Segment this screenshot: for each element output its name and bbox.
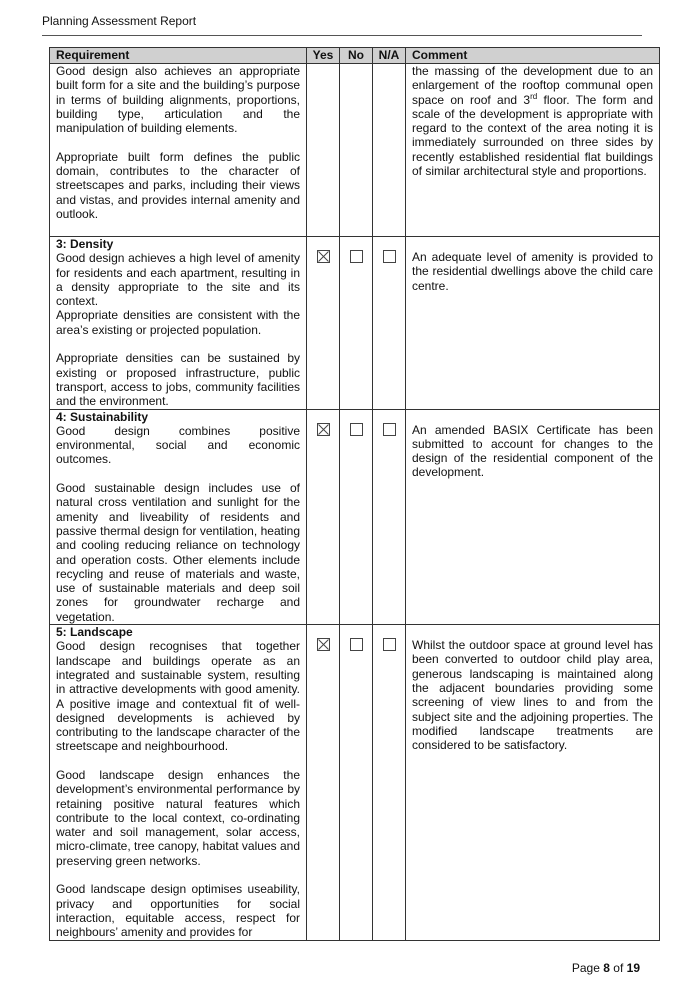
comment-text: the massing of the development due to an enlargement of the rooftop communal open space on roof and 3rd floor. The form and scale of the development is appropriate with regard to the context of the area noting it is immediately surrounded on three sides by recently established residential flat buildings of similar architectural style and proportions. (412, 64, 653, 179)
yes-cell (307, 409, 340, 624)
comment-text: An adequate level of amenity is provided to the residential dwellings above the child care centre. (412, 250, 653, 293)
na-cell (373, 237, 406, 410)
table-row (50, 64, 660, 237)
na-cell (373, 409, 406, 624)
no-cell (340, 237, 373, 410)
report-title: Planning Assessment Report (42, 14, 197, 28)
col-header-requirement: Requirement (50, 48, 307, 64)
na-checkbox[interactable] (383, 423, 396, 436)
requirement-paragraph: Good landscape design optimises useability, privacy and opportunities for social interaction, equitable access, respect for neighbours’ amenity and provides for (56, 882, 300, 940)
table-row (50, 409, 660, 624)
cross-icon (318, 424, 329, 435)
no-checkbox[interactable] (350, 423, 363, 436)
na-checkbox[interactable] (383, 250, 396, 263)
yes-checkbox-checked[interactable] (317, 250, 330, 263)
section-heading: 3: Density (56, 237, 114, 251)
page-number: Page 8 of 19 (571, 961, 640, 975)
requirement-paragraph: Good design recognises that together landscape and buildings operate as an integrated and sustainable system, resulting in attractive developments with good amenity. A positive image and contextual fit of well-designed developments is achieved by contributing to the landscape character of the streetscape and neighbourhood. (56, 639, 300, 754)
comment-cell (406, 625, 660, 941)
no-cell (340, 625, 373, 941)
na-cell (373, 625, 406, 941)
col-header-comment: Comment (406, 48, 660, 64)
table-row (50, 625, 660, 941)
requirement-cell (50, 64, 307, 237)
col-header-no: No (340, 48, 373, 64)
yes-cell (307, 237, 340, 410)
requirement-paragraph: Good design achieves a high level of amenity for residents and each apartment, resulting in a density appropriate to the site and its context. (56, 251, 300, 309)
yes-cell (307, 64, 340, 237)
comment-cell (406, 237, 660, 410)
comment-text: Whilst the outdoor space at ground level has been converted to outdoor child play area, generous landscaping is maintained along the adjacent boundaries providing some screening of view lines to and from the subject site and the adjoining properties. The modified landscape treatments are considered to be satisfactory. (412, 638, 653, 753)
no-cell (340, 409, 373, 624)
requirement-cell (50, 237, 307, 410)
no-checkbox[interactable] (350, 250, 363, 263)
requirement-cell (50, 625, 307, 941)
no-checkbox[interactable] (350, 638, 363, 651)
table-header-row (50, 48, 660, 64)
requirement-paragraph: Appropriate built form defines the public domain, contributes to the character of streetscapes and parks, including their views and vistas, and provides internal amenity and outlook. (56, 149, 300, 221)
comment-text: An amended BASIX Certificate has been submitted to account for changes to the design of the residential component of the development. (412, 422, 653, 480)
cross-icon (318, 251, 329, 262)
yes-checkbox-checked[interactable] (317, 638, 330, 651)
assessment-table (49, 47, 660, 941)
cross-icon (318, 639, 329, 650)
requirement-paragraph: Good design also achieves an appropriate built form for a site and the building’s purpose in terms of building alignments, proportions, building type, articulation and the manipulation of building elements. (56, 64, 300, 136)
requirement-paragraph: Good design combines positive environmental, social and economic outcomes. (56, 423, 300, 467)
requirement-paragraph: Good sustainable design includes use of natural cross ventilation and sunlight for the amenity and liveability of residents and passive thermal design for ventilation, heating and cooling reducing reliance on technology and operation costs. Other elements include recycling and reuse of materials and waste, use of sustainable materials and deep soil zones for groundwater recharge and vegetation. (56, 481, 300, 624)
col-header-yes: Yes (307, 48, 340, 64)
yes-checkbox-checked[interactable] (317, 423, 330, 436)
comment-cell (406, 409, 660, 624)
na-cell (373, 64, 406, 237)
col-header-na: N/A (373, 48, 406, 64)
header-divider (42, 35, 642, 36)
section-heading: 5: Landscape (56, 625, 133, 640)
yes-cell (307, 625, 340, 941)
no-cell (340, 64, 373, 237)
requirement-paragraph: Appropriate densities can be sustained by existing or proposed infrastructure, public transport, access to jobs, community facilities and the environment. (56, 351, 300, 409)
na-checkbox[interactable] (383, 638, 396, 651)
comment-cell (406, 64, 660, 237)
requirement-cell (50, 409, 307, 624)
requirement-paragraph: Good landscape design enhances the development’s environmental performance by retaining positive natural features which contribute to the local context, co-ordinating water and soil management, solar access, micro-climate, tree canopy, habitat values and preserving green networks. (56, 767, 300, 868)
table-row (50, 237, 660, 410)
section-heading: 4: Sustainability (56, 409, 149, 424)
requirement-paragraph: Appropriate densities are consistent with the area’s existing or projected population. (56, 308, 300, 337)
